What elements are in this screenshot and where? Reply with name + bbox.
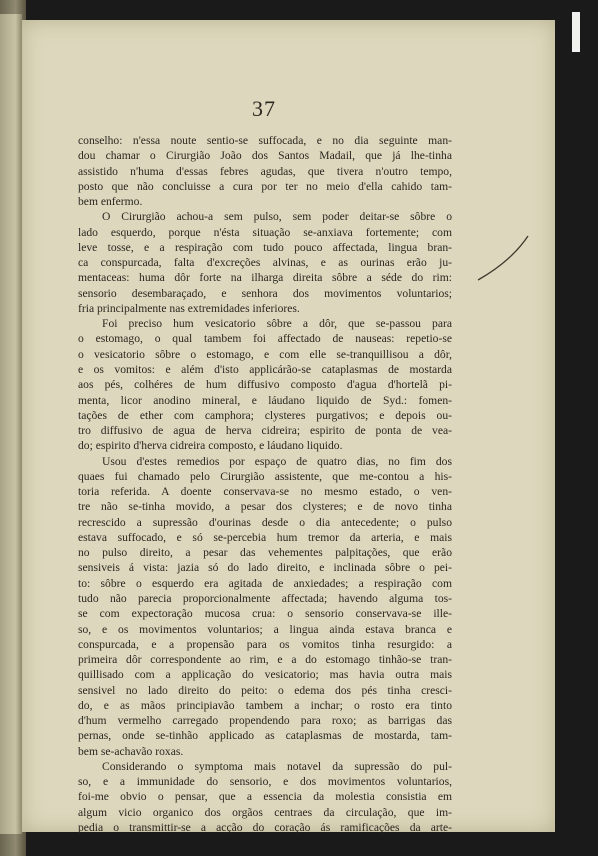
- margin-pencil-mark: [472, 234, 532, 284]
- text-line: quaes fui chamado pelo Cirurgião assistente, que me-contou a his-: [78, 469, 452, 483]
- text-line: algum vicio organico dos orgãos centraes da circulação, que im-: [78, 805, 452, 819]
- previous-page-edge: [0, 14, 22, 834]
- text-line: dou chamar o Cirurgião João dos Santos Madail, que já lhe-tinha: [78, 149, 452, 163]
- text-line: to: sôbre o esquerdo era agitada de anxiedades; a respiração com: [78, 576, 452, 590]
- text-line: lado esquerdo, porque n'ésta situação se-anxiava fortemente; com: [78, 225, 452, 239]
- text-line: tre não se-tinha movido, a pesar dos clysteres; e de novo tinha: [78, 500, 452, 514]
- text-line: Considerando o symptoma mais notavel da supressão do pul-: [102, 759, 452, 773]
- text-line: ca conspurcada, falta d'excreções alvinas, e as ourinas erão ju-: [78, 256, 452, 270]
- text-line: O Cirurgião achou-a sem pulso, sem poder deitar-se sôbre o: [102, 210, 452, 224]
- text-line: leve tosse, e a respiração com tudo pouco affectada, lingua bran-: [78, 240, 452, 254]
- text-line: do, e as mãos principiavão tambem a inchar; o rosto era tinto: [78, 698, 452, 712]
- text-line: assistido n'huma d'essas febres agudas, que tivera n'outro tempo,: [78, 164, 452, 178]
- text-line: e os vomitos: e além d'isto applicárão-se cataplasmas de mostarda: [78, 362, 452, 376]
- text-line: bem enfermo.: [78, 195, 143, 209]
- text-line: d'hum vermelho carregado propendendo para roxo; as barrigas das: [78, 714, 452, 728]
- text-line: menta, licor anodino mineral, e láudano liquido de Syd.: fomen-: [78, 393, 452, 407]
- text-line: toria referida. A doente conservava-se no mesmo estado, o ven-: [78, 485, 452, 499]
- text-line: so, e a immunidade do sensorio, e dos movimentos voluntarios,: [78, 775, 452, 789]
- page-tab-marker: [572, 12, 580, 52]
- text-line: pernas, onde se-tinhão applicado as cataplasmas de mostarda, tam-: [78, 729, 452, 743]
- text-line: tações de ether com camphora; clysteres purgativos; e depois ou-: [78, 408, 452, 422]
- text-line: sensorio desembaraçado, e senhora dos movimentos voluntarios;: [78, 286, 452, 300]
- text-line: pedia o transmittir-se a acção do coração ás ramificações da arte-: [78, 820, 452, 834]
- text-line: sensivel no lado direito do peito: o edema dos pés tinha cresci-: [78, 683, 452, 697]
- text-line: conselho: n'essa noute sentio-se suffocada, e no dia seguinte man-: [78, 134, 452, 147]
- text-line: fria principalmente nas extremidades inferiores.: [78, 301, 300, 315]
- text-line: mentaceas: huma dôr forte na ilharga direita sôbre a séde do rim:: [78, 271, 452, 285]
- text-line: o estomago, o qual tambem foi affectado de nauseas: repetio-se: [78, 332, 452, 346]
- text-line: quillisado com a applicação do vesicatorio; mas havia outra mais: [78, 668, 452, 682]
- text-line: Foi preciso hum vesicatorio sôbre a dôr, que se-passou para: [102, 317, 452, 331]
- text-line: so, e os movimentos voluntarios; a lingua ainda estava branca e: [78, 622, 452, 636]
- text-line: no pulso direito, a pesar das vehementes palpitações, que erão: [78, 546, 452, 560]
- text-line: primeira dôr correspondente ao rim, e a do estomago tinhão-se tran-: [78, 653, 452, 667]
- text-line: estava suffocado, e só se-percebia hum tremor da arteria, e mais: [78, 530, 452, 544]
- text-line: tro diffusivo de agua de herva cidreira; espirito de ponta de vea-: [78, 424, 452, 438]
- text-line: recrescido a supressão d'ourinas desde o dia antecedente; o pulso: [78, 515, 452, 529]
- text-line: conspurcada, e a propensão para os vomitos tinha resurgido: a: [78, 637, 452, 651]
- text-line: foi-me obvio o pensar, que a essencia da molestia consistia em: [78, 790, 452, 804]
- text-line: Usou d'estes remedios por espaço de quatro dias, no fim dos: [102, 454, 452, 468]
- body-text: [78, 133, 452, 835]
- page-number: 37: [252, 96, 276, 121]
- text-line: se com expectoração mucosa crua: o sensorio conservava-se ille-: [78, 607, 452, 621]
- text-line: bem se-achavão roxas.: [78, 744, 184, 758]
- text-line: do; espirito d'herva cidreira composto, e láudano liquido.: [78, 439, 343, 453]
- text-line: posto que não concluisse a cura por ter no meio d'ella cahido tam-: [78, 179, 452, 193]
- text-line: sensiveis á vista: jazia só do lado direito, e inclinada sôbre o pei-: [78, 561, 452, 575]
- text-line: tudo não parecia proporcionalmente affectada; havendo alguma tos-: [78, 591, 452, 605]
- text-line: aos pés, colhéres de hum diffusivo composto d'agua d'hortelã pi-: [78, 378, 452, 392]
- text-line: o vesicatorio sôbre o estomago, e com elle se-tranquillisou a dôr,: [78, 347, 452, 361]
